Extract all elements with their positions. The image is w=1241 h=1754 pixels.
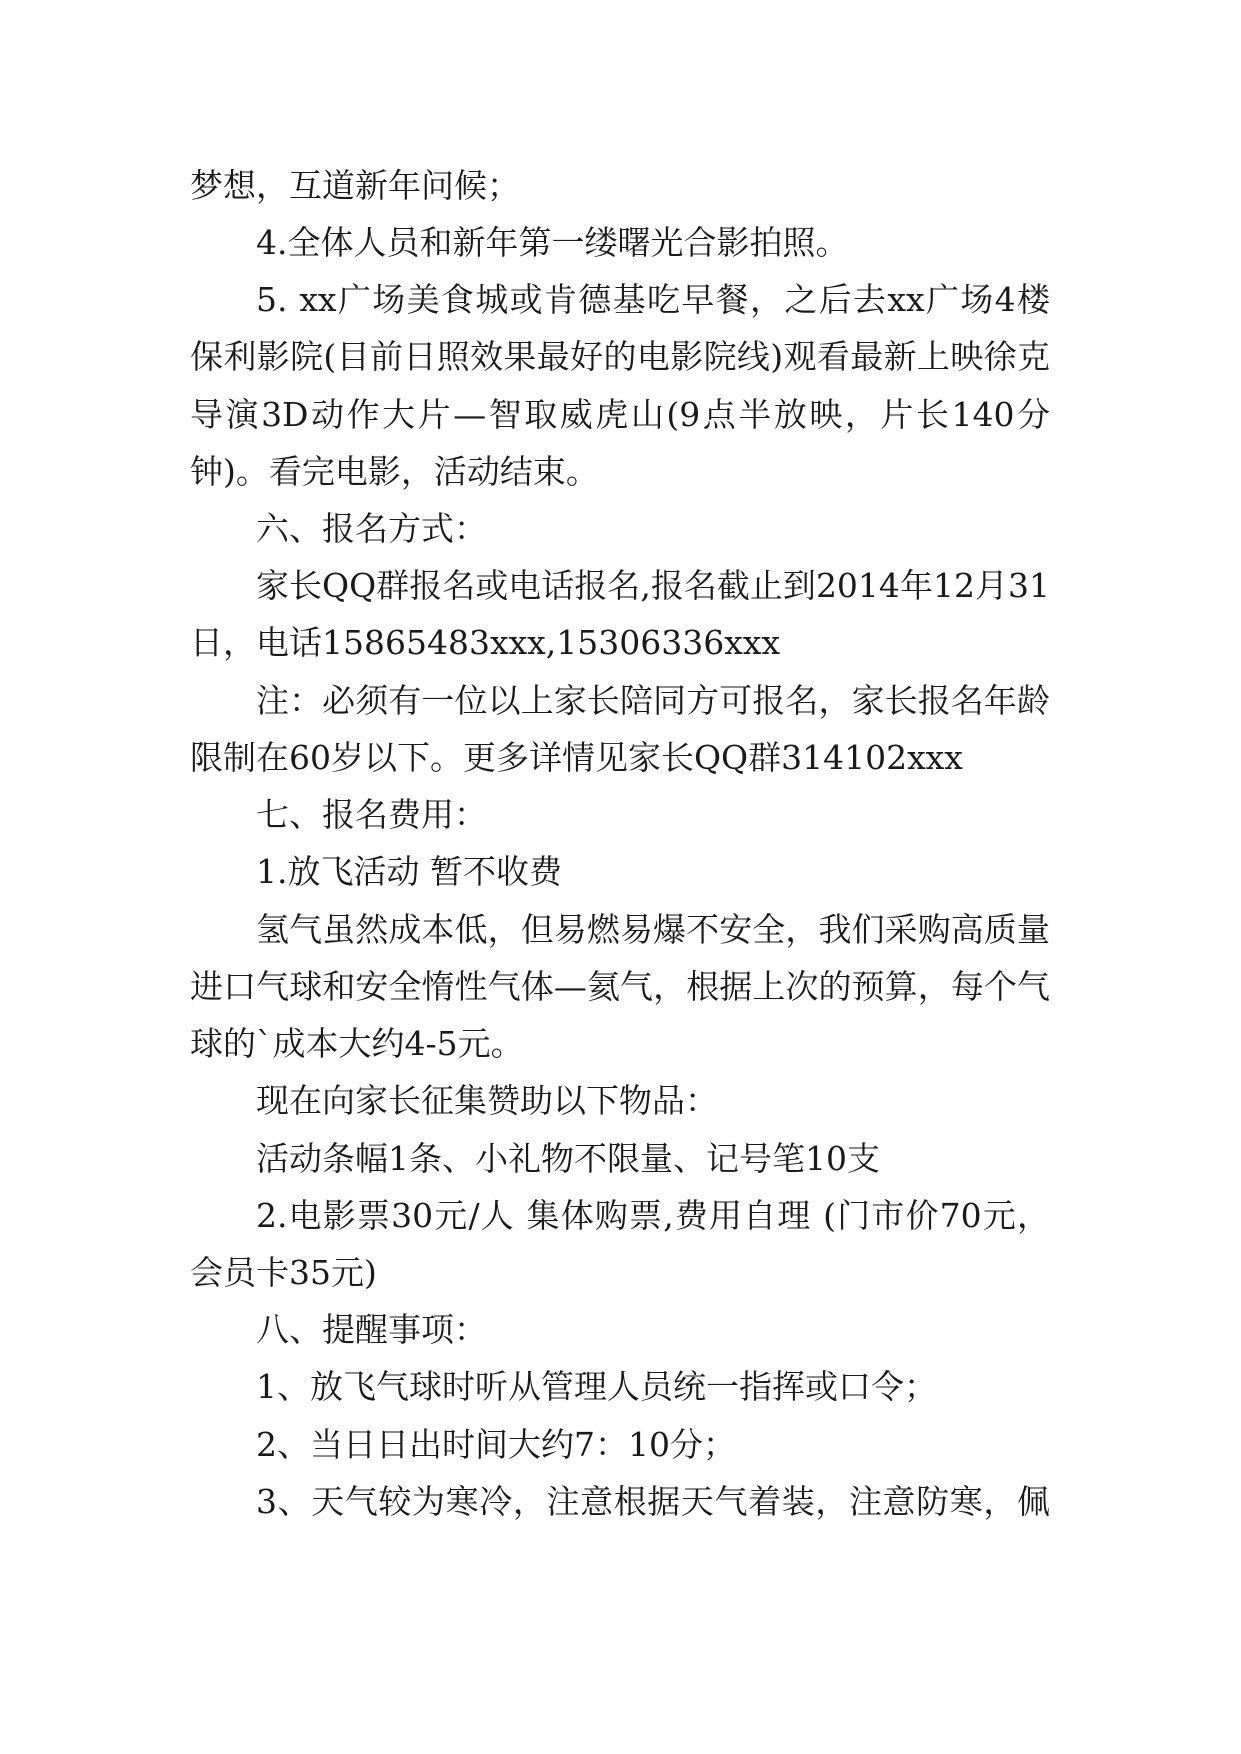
text-line: 导演3D动作大片—智取威虎山(9点半放映，片长140分 [190,395,1050,434]
text-line: 1.放飞活动 暂不收费 [256,852,562,891]
text-line: 钟)。看完电影，活动结束。 [190,452,599,491]
text-line: 3、天气较为寒冷，注意根据天气着装，注意防寒，佩 [256,1482,1050,1521]
text-line: 家长QQ群报名或电话报名,报名截止到2014年12月31 [256,566,1050,605]
text-line: 氢气虽然成本低，但易燃易爆不安全，我们采购高质量 [256,910,1050,949]
text-line: 日，电话15865483xxx,15306336xxx [190,623,781,662]
text-line: 活动条幅1条、小礼物不限量、记号笔10支 [256,1139,880,1178]
text-line: 现在向家长征集赞助以下物品： [256,1081,718,1120]
text-line: 1、放飞气球时听从管理人员统一指挥或口令； [256,1367,937,1406]
section-heading: 八、提醒事项： [256,1310,487,1349]
text-line: 限制在60岁以下。更多详情见家长QQ群314102xxx [190,738,963,777]
text-line: 2、当日日出时间大约7：10分； [256,1425,736,1464]
text-line: 球的`成本大约4-5元。 [190,1024,524,1063]
text-line: 2.电影票30元/人 集体购票,费用自理 (门市价70元， [256,1196,1050,1235]
text-line: 5. xx广场美食城或肯德基吃早餐，之后去xx广场4楼 [256,280,1050,319]
text-line: 进口气球和安全惰性气体—氦气，根据上次的预算，每个气 [190,967,1050,1006]
section-heading: 七、报名费用： [256,795,487,834]
text-line: 4.全体人员和新年第一缕曙光合影拍照。 [256,223,849,262]
section-heading: 六、报名方式： [256,509,487,548]
text-line: 注：必须有一位以上家长陪同方可报名，家长报名年龄 [256,681,1050,720]
text-line: 保利影院(目前日照效果最好的电影院线)观看最新上映徐克 [190,337,1050,376]
text-line: 梦想，互道新年问候； [190,166,520,205]
text-line: 会员卡35元) [190,1253,377,1292]
